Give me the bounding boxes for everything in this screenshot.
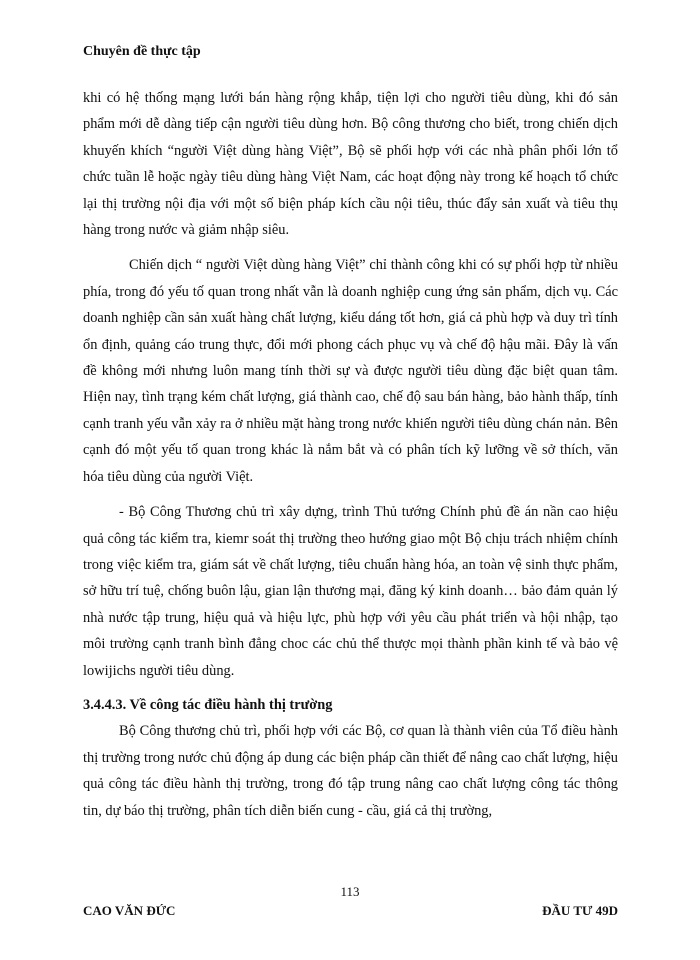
paragraph-2: Chiến dịch “ người Việt dùng hàng Việt” chỉ thành công khi có sự phối hợp từ nhiều phía, trong đó yếu tố quan trong nhất vẫn là doanh nghiệp cung ứng sản phẩm, dịch vụ. Các doanh nghiệp cần sản xuất hàng chất lượng, kiểu dáng tốt hơn, giá cả phù hợp và duy trì tính ổn định, quảng cáo trung thực, đổi mới phong cách phục vụ và chế độ hậu mãi. Đây là vấn đề không mới nhưng luôn mang tính thời sự và được người tiêu dùng đặc biệt quan tâm. Hiện nay, tình trạng kém chất lượng, giá thành cao, chế độ sau bán hàng, bảo hành thấp, tính cạnh tranh yếu vẫn xảy ra ở nhiều mặt hàng trong nước khiến người tiêu dùng chán nản. Bên cạnh đó một yếu tố quan trong khác là nắm bắt và có phân tích kỹ lưỡng về sở thích, văn hóa tiêu dùng của người Việt.	[83, 257, 618, 485]
footer-author: CAO VĂN ĐỨC	[83, 903, 176, 918]
page-number: 113	[340, 884, 360, 899]
paragraph-3: - Bộ Công Thương chủ trì xây dựng, trình Thủ tướng Chính phủ đề án nần cao hiệu quả công tác kiểm tra, kiemr soát thị trường theo hướng giao một Bộ chịu trách nhiệm chính trong việc kiểm tra, giám sát về chất lượng, tiêu chuẩn hàng hóa, an toàn vệ sinh thực phẩm, sở hữu trí tuệ, chống buôn lậu, gian lận thương mại, đăng ký kinh doanh… bảo đảm quản lý nhà nước tập trung, hiệu quả và hiệu lực, phù hợp với yêu cầu phát triển và hội nhập, tạo môi trường cạnh tranh bình đẳng choc các chủ thể thược mọi thành phần kinh tế và bảo vệ lowijichs người tiêu dùng.	[83, 504, 618, 679]
paragraph-1: khi có hệ thống mạng lưới bán hàng rộng khắp, tiện lợi cho người tiêu dùng, khi đó sản phẩm mới dễ dàng tiếp cận người tiêu dùng hơn. Bộ công thương cho biết, trong chiến dịch khuyến khích “người Việt dùng hàng Việt”, Bộ sẽ phối hợp với các nhà phân phối lớn tổ chức tuần lễ hoặc ngày tiêu dùng hàng Việt Nam, các hoạt động này trong kế hoạch tổ chức lại thị trường nội địa với một số biện pháp kích cầu nội tiêu, thúc đẩy sản xuất và tiêu thụ hàng trong nước và giảm nhập siêu.	[83, 90, 618, 239]
section-paragraph: Bộ Công thương chủ trì, phối hợp với các Bộ, cơ quan là thành viên của Tổ điều hành thị trường trong nước chủ động áp dung các biện pháp cần thiết để nâng cao chất lượng, hiệu quả công tác điều hành thị trường, trong đó tập trung nâng cao chất lượng công tác thông tin, dự báo thị trường, phân tích diễn biến cung - cầu, giá cả thị trường,	[83, 723, 618, 819]
document-body	[83, 85, 618, 824]
page-header-title: Chuyên đề thực tập	[83, 44, 201, 59]
footer-class: ĐẦU TƯ 49D	[542, 903, 618, 918]
section-heading: 3.4.4.3. Về công tác điều hành thị trường	[83, 696, 333, 713]
